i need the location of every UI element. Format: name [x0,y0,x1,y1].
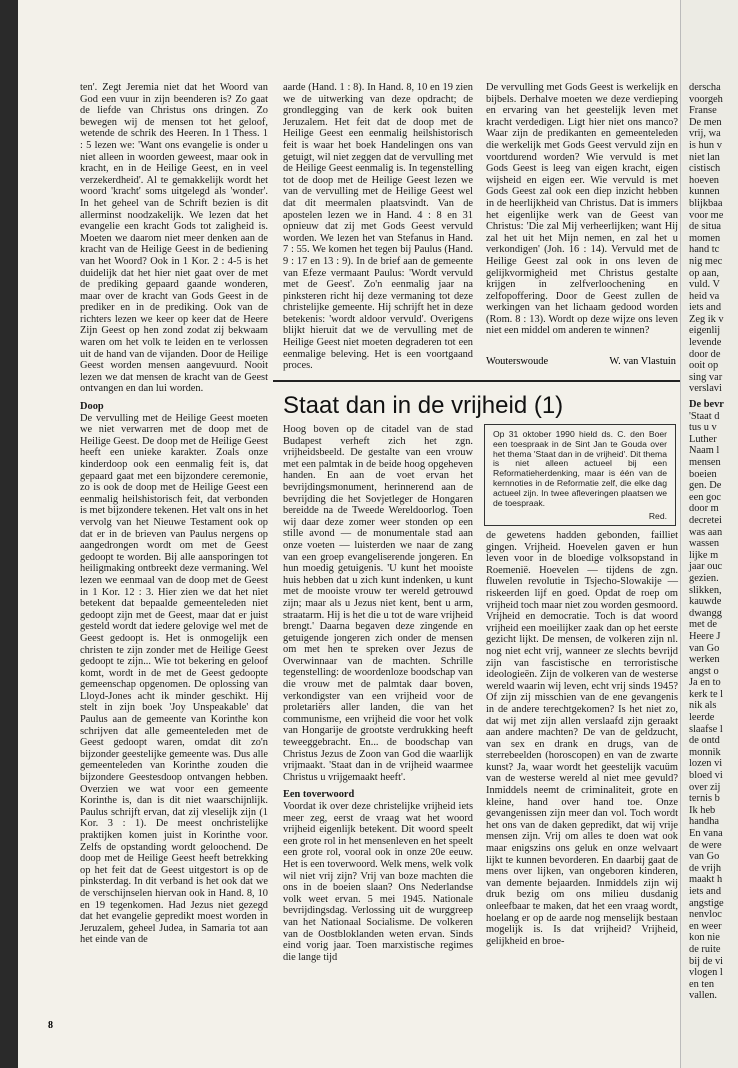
adjacent-page-line: voor me [689,209,724,221]
adjacent-page-line: eigenlij [689,325,721,337]
page-number: 8 [48,1020,53,1031]
adjacent-page-line: heid va [689,290,720,302]
adjacent-page-line: Franse [689,105,717,117]
adjacent-page-line: angst o [689,665,719,677]
adjacent-page-line: bij de vi [689,955,724,967]
adjacent-page-line: iets and [689,885,722,897]
author-place: Wouterswoude [486,356,549,367]
adjacent-page-line: ooit op [689,360,719,372]
adjacent-page-line: ternis b [689,793,720,805]
adjacent-page-line: slaafse l [689,723,723,735]
adjacent-page-line: mensen [689,457,721,468]
adjacent-page-line: de were [689,839,722,851]
adjacent-page-line: blijkbaa [689,197,723,209]
adjacent-page-line: vrij, wa [689,128,721,140]
article-headline: Staat dan in de vrijheid (1) [283,392,564,419]
magazine-page [18,0,680,1068]
adjacent-page-line: iets and [689,302,722,314]
body-text: Voordat ik over deze christelijke vrijheid iets meer zeg, eerst de vraag wat het woord vrijheid eigenlijk betekent. Dit woord speelt een grote rol in het mensenleven en het speelt een grote rol, vooral ook in onze 20e eeuw. Het is een toverwoord. Welk mens, welk volk wil niet vrij zijn? Vrij van boze machten die ons in de boeien slaan? Ons Nederlandse volk weet ervan. 5 mei 1945. Nationale bevrijdingsdag. Verlossing uit de wurggreep van het Nationaal Socialisme. De volkeren van de Oostbloklanden weten ervan. Sinds eind vorig jaar. Toen marxistische regimes die lange tijd [283,801,473,963]
adjacent-page-heading: De bevr [689,399,724,411]
adjacent-page-line: lozen vi [689,758,723,770]
body-text: De vervulling met Gods Geest is werkelijk en bijbels. Derhalve moeten we deze verdieping en ervaring van het geestelijk leven met kracht verdedigen. Ligt hier niet ons manco? Waar zijn de predikanten en gemeenteleden die werkelijk met Gods Geest vervuld zijn en voortdurend worden? Wie vervuld is met Gods Geest is leeg van eigen kracht, eigen wijsheid en eigen eer. Wie vervuld is met Gods Geest zal ook een diep inzicht hebben in de heerlijkheid van Christus. Dat is immers het eigenlijke werk van de Geest van Christus: 'Die zal Mij verheerlijken; want Hij zal het uit het Mijn nemen, en zal het u verkondigen' (Joh. 16 : 14). Vervuld met de Heilige Geest zal ook in ons leven de gelijkvormigheid met Christus gestalte krijgen in zelfverloochening en zelfopoffering. Door de Geest zullen de werkingen van het lichaam gedood worden (Rom. 8 : 13). Wordt op deze wijze ons leven niet een middel om anderen te winnen? [486,82,678,337]
adjacent-page-line: kerk te l [689,688,724,700]
adjacent-page-line: de vrijh [689,862,722,874]
adjacent-page-line: gen. De [689,480,722,492]
adjacent-page-line: een goc [689,491,722,503]
editorial-note-box [484,424,676,526]
body-text: aarde (Hand. 1 : 8). In Hand. 8, 10 en 19 zien we de uitwerking van deze opdracht; de grondlegging van de kerk ook buiten Jeruzalem. Het feit dat de doop met de Heilige Geest een eenmalig heilshistorisch feit is waar het boek Handelingen ons van getuigt, wil niet zeggen dat de vervulling met de Heilige Geest eenmalig is. In tegenstelling tot de doop met de Heilige Geest lezen we van de vervulling met de Heilige Geest wel dat dit meermalen plaatsvindt. Van de apostelen lezen we in Hand. 4 : 8 en 31 opnieuw dat zij met Gods Geest vervuld worden. We lezen het van Stefanus in Hand. 7 : 55. We komen het tegen bij Paulus (Hand. 9 : 17 en 13 : 9). In de brief aan de gemeente van Efeze vermaant Paulus: 'Wordt vervuld met de Geest'. Zo'n eenmalig jaar na pinksteren richt hij deze vermaning tot deze christelijke gemeente. Hij schrijft het in deze betekenis: 'wordt aldoor vervuld'. Overigens blijkt hieruit dat we de vervulling met de Heilige Geest niet moeten degraderen tot een eenmalige beleving. Het is een voortgaand proces. [283,82,473,372]
adjacent-page-line: En vana [689,828,723,839]
adjacent-page-line: hoeven [689,174,720,186]
adjacent-page-line: van Go [689,851,720,863]
adjacent-page-line: verslavi [689,383,722,395]
adjacent-page-line: op aan, [689,267,720,279]
adjacent-page-line: maakt h [689,874,723,886]
adjacent-page-line: tus u v [689,422,717,434]
adjacent-page-line: door m [689,503,719,515]
adjacent-page-line: De men [689,116,722,128]
adjacent-page-line: vlogen l [689,967,723,979]
adjacent-page-line: Zeg ik v [689,313,724,325]
adjacent-page-line: is hun v [689,139,722,151]
section-heading: Een toverwoord [283,789,355,801]
adjacent-page-line: en ten [689,978,715,990]
article2-column-2 [486,530,678,947]
adjacent-page-line: Ja en to [689,677,721,689]
article-column-1 [80,82,268,946]
adjacent-page-line: Naam l [689,445,720,457]
adjacent-page-line: gezien. [689,572,719,584]
adjacent-page-line: voorgeh [689,93,723,105]
adjacent-page-line: derscha [689,82,721,93]
body-text: Hoog boven op de citadel van de stad Budapest verheft zich het zgn. vrijheidsbeeld. De gestalte van een vrouw met een palmtak in de beide hoog opgeheven handen. En aan de voet ervan het bevrijdingsmonument, herinnerend aan de bevrijding die het Sovjetleger de Hongaren bereidde na de Tweede Wereldoorlog. Toen wij daar deze zomer weer stonden op een stille avond — de monumentale stad aan onze voeten — luisterden we naar de zang van een groep evangeliserende jongeren. En hun moedig getuigenis. 'U kunt het mooiste huis hebben dat u zich kunt indenken, u kunt met de mooiste vrouw ter wereld getrouwd zijn; maar als u Jezus niet kent, bent u arm, straatarm. Hij is het die u tot de ware vrijheid brengt.' Daarna begaven deze zingende en getuigende jongeren zich onder de mensen om met hen te spreken over Jezus de Overwinnaar van de machten. Schrille tegenstelling: de woordenloze boodschap van die vrouw met de palmtak daar boven, verkondigster van een vrijheid voor de proletariërs aller landen, die van het communisme, een vrijheid die voor het volk van Hongarije de grootste verdrukking heeft teweeggebracht. En... de boodschap van Christus Jezus de Zoon van God die waarlijk vrijmaakt. 'Staat dan in de vrijheid waarmee Christus u vrijgemaakt heeft'. [283,424,473,783]
adjacent-page-line: leerde [689,712,715,724]
adjacent-page-line: Ik heb [689,804,716,816]
adjacent-page-line: monnik [689,746,721,758]
adjacent-page-line: nenvloc [689,909,722,921]
adjacent-page-line: lijke m [689,549,719,561]
adjacent-page-line: niet lan [689,151,720,163]
adjacent-page-line: van Go [689,642,720,654]
adjacent-page-line: met de [689,619,717,631]
adjacent-page-edge [680,0,738,1068]
adjacent-page-line: momen [689,232,721,244]
editorial-signature: Red. [648,511,667,522]
adjacent-page-line: dwangg [689,607,722,619]
adjacent-page-line: wassen [689,538,720,550]
article2-column-1 [283,424,473,963]
adjacent-page-line: 'Staat d [689,410,720,422]
adjacent-page-line: kunnen [689,186,720,198]
editorial-note-text: Op 31 oktober 1990 hield ds. C. den Boer een toespraak in de Sint Jan te Gouda over het thema 'Staat dan in de vrijheid'. Dit thema is niet alleen actueel bij een Reformatieherdenking, maar is één van de kernnoties in de Reformatie zelf, die elke dag actueel zijn. In twee afleveringen plaatsen we de toespraak. [493,429,667,508]
adjacent-page-line: kon nie [689,932,720,944]
adjacent-page-line: kauwde [689,596,722,608]
body-text: ten'. Zegt Jeremia niet dat het Woord van God een vuur in zijn beenderen is? Zo gaat de liefde van Christus ons dringen. Zo bewegen wij de mensen tot het geloof, wetende de schrik des Heeren. In 1 Thess. 1 : 5 lezen we: 'Want ons evangelie is onder u niet alleen in woorden geweest, maar ook in kracht, en in de Heilige Geest, en in veel verzekerdheid'. Al te gemakkelijk wordt het woord 'kracht' soms uitgelegd als 'wonder'. In het geheel van de Schrift bezien is dit allerminst noodzakelijk. We lezen dat het evangelie een kracht Gods tot zaligheid is. Moeten we daarom niet meer denken aan de kracht van de Heilige Geest in de bediening van het Woord? Ook in 1 Kor. 2 : 4-5 is het duidelijk dat het hier niet gaat over de met de prediking gepaard gaande wonderen, maar over de kracht van Gods Geest in de prediker en in de prediking. Ook van de richters lezen we keer op keer dat de Heere Zijn Geest op hen zond zodat zij bekwaam waren om het volk te leiden en te verlossen uit de hand van de vijanden. Door de Heilige Geest worden mensen aangevuurd. Nooit lezen we dat mensen de kracht van de Geest ontvangen en dan lui worden. [80,82,268,395]
adjacent-page-line: vuld. V [689,279,720,291]
adjacent-page-line: Luther [689,433,717,445]
adjacent-page-line: angstige [689,897,724,909]
adjacent-page-line: vallen. [689,990,717,1002]
section-heading: Doop [80,401,104,413]
adjacent-page-column [689,82,738,1002]
adjacent-page-line: bloed vi [689,770,723,782]
adjacent-page-line: de ruite [689,943,721,955]
author-name: W. van Vlastuin [609,356,676,367]
body-text: De vervulling met de Heilige Geest moeten we niet verwarren met de doop met de Heilige Geest. De doop met de Heilige Geest heeft een unieke karakter. Zoals onze kinderdoop ook een eenmalig feit is, dat gepaard gaat met een bijzondere ceremonie, zo is ook de doop met de Heilige Geest een eenmalig heilshistorisch feit, dat verbonden is met bijzondere tekenen. Het valt ons in het vervolg van het Nieuwe Testament ook op dat er in de brieven van Paulus nergens op aangedrongen wordt om met de Geest gedoopt te worden. Bij alle aansporingen tot heiligmaking ontbreekt deze vermaning. Wel lezen we eenmaal van de doop met de Geest in 1 Kor. 12 : 3. Hier zien we dat het niet betekent dat bepaalde gemeenteleden niet gedoopt zijn met de Geest, maar dat er juist gesteld wordt dat iedere gelovige wel met de Geest gedoopt is. Het is onmogelijk een christen te zijn zonder met de Heilige Geest gedoopt te zijn... Wie tot bekering en geloof komt, wordt in de met de Geest gedoopte gemeenschap opgenomen. De oplossing van Lloyd-Jones acht ik minder geschikt. Hij stelt in zijn boek 'Joy Unspeakable' dat Paulus aan de gemeente van Korinthe kon schrijven dat alle gemeenteleden met de Geest gedoopt waren, omdat dit zo'n bijzonder geestelijke gemeente was. Dus alle gemeenteleden van Korinthe zouden die bijzondere Geestesdoop ontvangen hebben. Overzien we wat voor een gemeente Korinthe is, dan is dit niet waarschijnlijk. Paulus schrijft ervan, dat zij vleselijk zijn (1 Kor. 3 : 1). De meest onchristelijke praktijken komen juist in Korinthe voor. Zelfs de opstanding wordt geloochend. De doop met de Heilige Geest heeft betrekking op het feit dat de Geest uitgestort is op de pinksterdag. In dit verband is het ook dat we de verschijnselen hiervan ook in Hand. 8, 10 en 19 tegenkomen. Had Jezus niet gezegd dat het evangelie gepredikt moest worden in Jeruzalem, geheel Judea, in Samaria tot aan het einde van de [80,412,268,946]
adjacent-page-line: nig mec [689,255,723,267]
adjacent-page-line: jaar ouc [689,561,723,573]
adjacent-page-line: werken [689,654,720,666]
adjacent-page-line: slikken, [689,584,722,596]
adjacent-page-line: handha [689,816,720,828]
adjacent-page-line: nik als [689,700,717,712]
adjacent-page-line: de situa [689,221,722,233]
adjacent-page-line: cistisch [689,163,721,175]
adjacent-page-line: levende [689,337,722,349]
article-column-2 [283,82,473,372]
author-signature [486,356,676,367]
body-text: de gewetens hadden gebonden, failliet gingen. Vrijheid. Hoevelen gaven er hun leven voor in de bloedige volksopstand in Roemenië. Hoevelen — tijdens de zgn. fluwelen revolutie in Tsjecho-Slowakije — riskeerden lijf en goed. Opdat de roep om vrijheid toch maar niet zou worden gesmoord. Vrijheid en democratie. Toch is dat woord vrijheid een moeilijker zaak dan op het eerste gezicht lijkt. De mensen, de volkeren zijn nl. nog niet echt vrij, wanneer ze slechts bevrijd zijn van fascistische en terroristische ideologieën. Zijn de volkeren van de westerse wereld waarin wij leven, echt vrij sinds 1945? Of zijn zij misschien van de ene gevangenis in de andere terechtgekomen? Is het niet zo, dat wij met zijn allen verslaafd zijn geraakt aan andere machten? De van de geldzucht, van sex en drank en drugs, van de sterrebeelden (horoscopen) en van de zwarte kunst? Ja, waar wordt het geestelijk vacuüm van de westerse wereld al niet mee gevuld? Inmiddels neemt de criminaliteit, grote en kleine, hand over hand toe. Onze gevangenissen zijn meer dan vol. Toch wordt het ons van de daken gepredikt, dat wij vrije mensen zijn. Vrij om alles te doen wat ook maar enigszins ons geluk en onze welvaart lijkt te kunnen bevorderen. En daarbij gaat de mens over lijken, van ongeboren kinderen, van demente bejaarden. Inmiddels zijn wij druk bezig om ons milieu dusdanig onleefbaar te maken, dat het een vraag wordt, hoelang er op de aarde nog menselijk bestaan mogelijk is. Is dat vrijheid? Vrijheid, gelijkheid en broe- [486,530,678,947]
adjacent-page-line: over zij [689,781,721,793]
adjacent-page-line: door de [689,348,721,360]
divider [273,380,680,382]
adjacent-page-line: was aan [689,526,723,538]
adjacent-page-line: boeien [689,468,717,480]
adjacent-page-line: sing var [689,371,723,383]
adjacent-page-line: decretei [689,514,722,526]
adjacent-page-line: Heere J [689,630,721,642]
adjacent-page-line: hand tc [689,244,720,256]
adjacent-page-line: de ontd [689,735,720,747]
adjacent-page-line: en weer [689,920,722,932]
article-column-3 [486,82,678,337]
